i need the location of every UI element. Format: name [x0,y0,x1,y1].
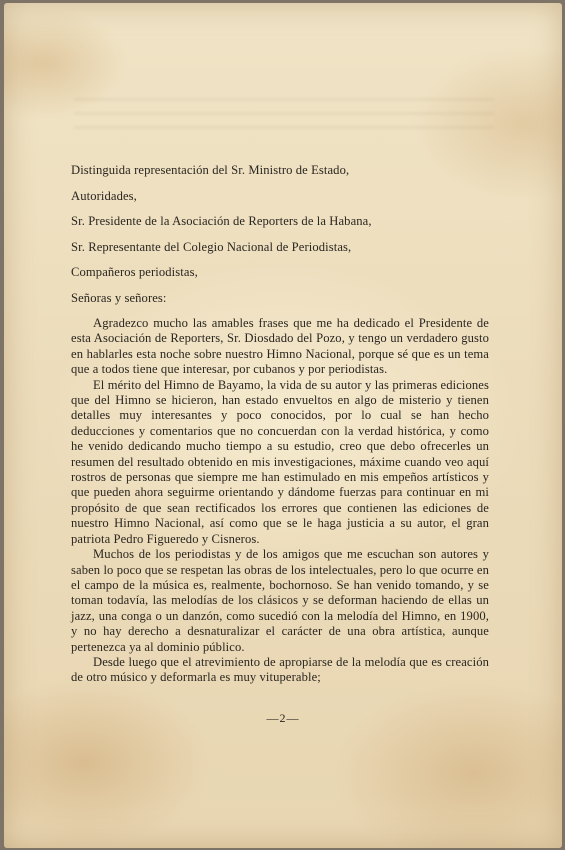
show-through-text [74,98,494,138]
salutation-line: Distinguida representación del Sr. Ministro de Estado, [71,163,350,177]
salutation-line: Autoridades, [71,188,137,203]
document-page [4,3,562,848]
speech-text [71,163,489,686]
salutation-line: Sr. Presidente de la Asociación de Reporters de la Habana, [71,214,372,228]
salutation-line: Sr. Representante del Colegio Nacional de Periodistas, [71,239,352,254]
body-paragraph: Muchos de los periodistas y de los amigos que me escuchan son autores y saben lo poco que se respetan las obras de los intelectuales, pero lo que ocurre en el campo de la música es, realmente, bochornoso. Se han venido tomando, y se toman todavía, las melodías de los clásicos y se deforman haciendo de ellas un jazz, una conga o un danzón, como sucedió con la melodía del Himno, en 1900, y no hay derecho a desnaturalizar el carácter de una obra artística, aunque pertenezca ya al dominio público. [71,547,489,654]
salutation-line: Señoras y señores: [71,290,167,305]
body-paragraph: Desde luego que el atrevimiento de apropiarse de la melodía que es creación de otro músico y deformarla es muy vituperable; [71,654,489,685]
salutation-line: Compañeros periodistas, [71,265,198,279]
body-paragraph: El mérito del Himno de Bayamo, la vida de su autor y las primeras ediciones que del Himno se hicieron, han estado envueltos en algo de misterio y tienen detalles muy interesantes y poco conocidos, por lo cual se han hecho deducciones y comentarios que no concuerdan con la verdad histórica, y como he venido dedicando mucho tiempo a su estudio, creo que debo ofrecerles un resumen del resultado obtenido en mis investigaciones, máxime cuando veo aquí rostros de personas que siempre me han estimulado en mis empeños artísticos y que pueden ahora seguirme orientando y dándome fuerzas para continuar en mi propósito de que sean rectificados los errores que contienen las ediciones de nuestro Himno Nacional, así como que se le haga justicia a su autor, el gran patriota Pedro Figueredo y Cisneros. [71,377,489,546]
body-paragraph: Agradezco mucho las amables frases que me ha dedicado el Presidente de esta Asociación de Reporters, Sr. Diosdado del Pozo, y tengo un verdadero gusto en hablarles esta noche sobre nuestro Himno Nacional, porque sé que es un tema que a todos tiene que interesar, por cubanos y por periodistas. [71,316,489,377]
page-number: —2— [266,711,300,725]
